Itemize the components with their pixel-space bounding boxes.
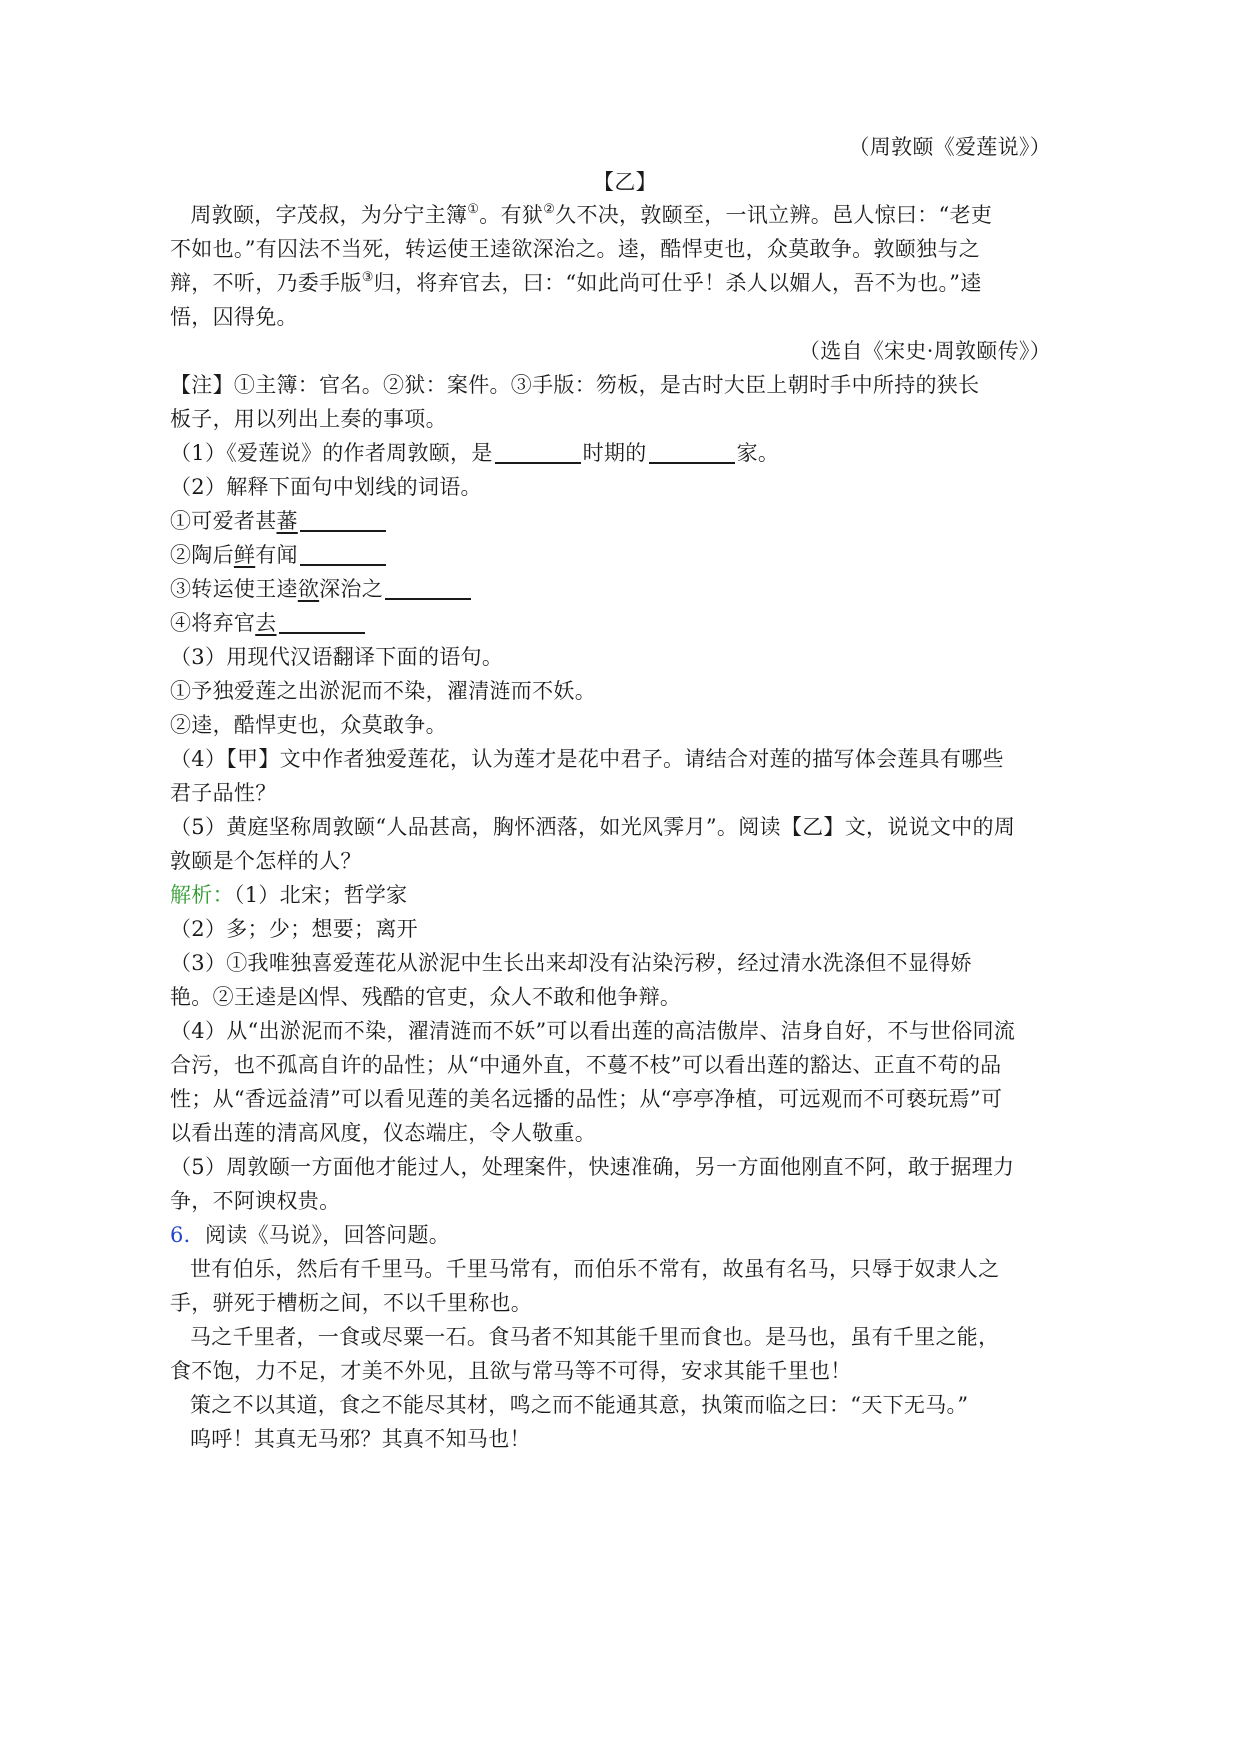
section-heading-yi: 【乙】 — [593, 170, 657, 194]
yi-text: 周敦颐，字茂叔，为分宁主簿 — [190, 203, 468, 227]
source-citation-jia: （周敦颐《爱莲说》） — [848, 135, 1051, 159]
answer-blank[interactable] — [495, 440, 581, 464]
yi-text: 。有狱 — [479, 203, 544, 227]
answer-4-line-2: 合污，也不孤高自许的品性；从“中通外直，不蔓不枝”可以看出莲的豁达、正直不苟的品 — [170, 1053, 1002, 1077]
note-line-1: 【注】①主簿：官名。②狱：案件。③手版：笏板，是古时大臣上朝时手中所持的狭长 — [170, 373, 980, 397]
yi-text: 久不决，敦颐至，一讯立辨。邑人惊曰：“老吏 — [555, 203, 993, 227]
question-3-item-2: ②逵，酷悍吏也，众莫敢争。 — [170, 713, 447, 737]
question-5-line-2: 敦颐是个怎样的人？ — [170, 849, 362, 873]
answer-blank[interactable] — [300, 508, 386, 532]
answer-4-line-1: （4）从“出淤泥而不染，濯清涟而不妖”可以看出莲的高洁傲岸、洁身自好，不与世俗同流 — [170, 1019, 1016, 1043]
yi-paragraph-line-4: 悟，囚得免。 — [170, 305, 298, 329]
item-text: 深治之 — [319, 577, 384, 601]
underlined-word: 欲 — [297, 577, 320, 601]
item-text: ③转运使王逵 — [170, 577, 298, 601]
question-3-item-1: ①予独爱莲之出淤泥而不染，濯清涟而不妖。 — [170, 679, 596, 703]
question-4-line-1: （4）【甲】文中作者独爱莲花，认为莲才是花中君子。请结合对莲的描写体会莲具有哪些 — [170, 747, 1004, 771]
underlined-word: 鲜 — [233, 543, 256, 567]
question-number: 6． — [170, 1223, 205, 1247]
mashuo-p4: 呜呼！其真无马邪？其真不知马也！ — [190, 1427, 531, 1451]
question-title: 阅读《马说》，回答问题。 — [204, 1223, 451, 1247]
yi-paragraph-line-1 — [190, 200, 1060, 230]
question-2-item-4 — [170, 608, 1040, 638]
footnote-marker: ③ — [361, 270, 374, 285]
answer-text: （1）北宋；哲学家 — [233, 883, 408, 907]
yi-text: 辩，不听，乃委手版 — [170, 271, 362, 295]
answer-3-line-1: （3）①我唯独喜爱莲花从淤泥中生长出来却没有沾染污秽，经过清水洗涤但不显得娇 — [170, 951, 972, 975]
question-5-line-1: （5）黄庭坚称周敦颐“人品甚高，胸怀洒落，如光风霁月”。阅读【乙】文，说说文中的周 — [170, 815, 1016, 839]
item-text: ④将弃官 — [170, 611, 256, 635]
item-text: ②陶后 — [170, 543, 234, 567]
question-3-stem: （3）用现代汉语翻译下面的语句。 — [170, 645, 504, 669]
question-1 — [170, 438, 1040, 468]
underlined-word: 去 — [255, 611, 277, 635]
question-text: 家。 — [736, 441, 780, 465]
item-text: ①可爱者甚 — [170, 509, 277, 533]
answer-4-line-4: 以看出莲的清高风度，仪态端庄，令人敬重。 — [170, 1121, 596, 1145]
question-4-line-2: 君子品性？ — [170, 781, 277, 805]
answer-5-line-1: （5）周敦颐一方面他才能过人，处理案件，快速准确，另一方面他刚直不阿，敢于据理力 — [170, 1155, 1015, 1179]
footnote-marker: ② — [543, 202, 556, 217]
question-text: 时期的 — [582, 441, 647, 465]
yi-paragraph-line-3 — [170, 268, 1040, 298]
mashuo-p1-line-2: 手，骈死于槽枥之间，不以千里称也。 — [170, 1291, 533, 1315]
answer-label: 解析： — [170, 883, 234, 907]
mashuo-p2-line-1: 马之千里者，一食或尽粟一石。食马者不知其能千里而食也。是马也，虽有千里之能， — [190, 1325, 1000, 1349]
answer-3-line-2: 艳。②王逵是凶悍、残酷的官吏，众人不敢和他争辩。 — [170, 985, 682, 1009]
mashuo-p1-line-1: 世有伯乐，然后有千里马。千里马常有，而伯乐不常有，故虽有名马，只辱于奴隶人之 — [190, 1257, 1000, 1281]
answer-1 — [170, 880, 1040, 910]
answer-blank[interactable] — [649, 440, 735, 464]
answer-blank[interactable] — [385, 576, 471, 600]
answer-blank[interactable] — [279, 610, 365, 634]
yi-paragraph-line-2: 不如也。”有囚法不当死，转运使王逵欲深治之。逵，酷悍吏也，众莫敢争。敦颐独与之 — [170, 237, 980, 261]
source-citation-yi: （选自《宋史·周敦颐传》） — [798, 339, 1051, 363]
item-text: 有闻 — [255, 543, 298, 567]
mashuo-p2-line-2: 食不饱，力不足，才美不外见，且欲与常马等不可得，安求其能千里也！ — [170, 1359, 852, 1383]
answer-5-line-2: 争，不阿谀权贵。 — [170, 1189, 341, 1213]
question-6-heading — [170, 1220, 1040, 1250]
note-line-2: 板子，用以列出上奏的事项。 — [170, 407, 447, 431]
answer-2: （2）多；少；想要；离开 — [170, 917, 418, 941]
question-2-stem: （2）解释下面句中划线的词语。 — [170, 475, 482, 499]
mashuo-p3: 策之不以其道，食之不能尽其材，鸣之而不能通其意，执策而临之曰：“天下无马。” — [190, 1393, 969, 1417]
yi-text: 归，将弃官去，曰：“如此尚可仕乎！杀人以媚人，吾不为也。”逵 — [373, 271, 982, 295]
question-text: （1）《爱莲说》的作者周敦颐，是 — [170, 441, 493, 465]
answer-4-line-3: 性；从“香远益清”可以看见莲的美名远播的品性；从“亭亭净植，可远观而不可亵玩焉”可 — [170, 1087, 1003, 1111]
footnote-marker: ① — [467, 202, 480, 217]
question-2-item-2 — [170, 540, 1040, 570]
question-2-item-1 — [170, 506, 1040, 536]
question-2-item-3 — [170, 574, 1040, 604]
answer-blank[interactable] — [300, 542, 386, 566]
underlined-word: 蕃 — [276, 509, 298, 533]
